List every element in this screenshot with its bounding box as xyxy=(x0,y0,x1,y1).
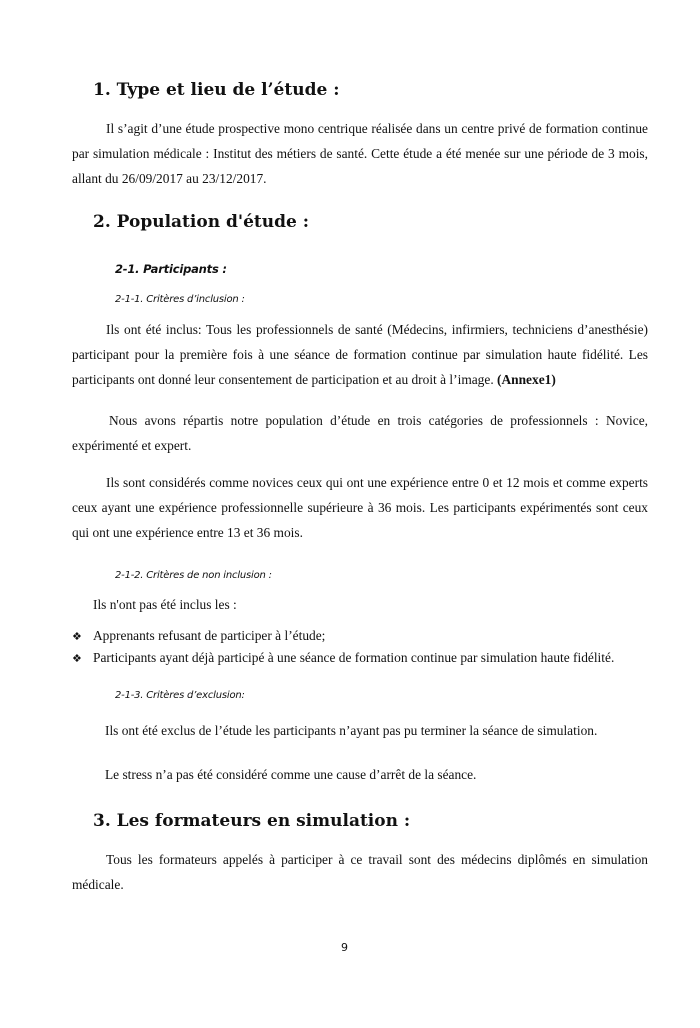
list-item-text: Participants ayant déjà participé à une séance de formation continue par simulation haute fidélité. xyxy=(93,650,615,665)
section-3-heading: 3. Les formateurs en simulation : xyxy=(93,811,411,831)
non-inclusion-list xyxy=(72,625,614,669)
subsection-2-1-heading: 2-1. Participants : xyxy=(115,262,227,276)
diamond-bullet-icon: ❖ xyxy=(72,629,82,643)
list-item-text: Apprenants refusant de participer à l’étude; xyxy=(93,628,326,643)
page-number: 9 xyxy=(341,941,348,954)
annex-reference: (Annexe1) xyxy=(497,372,556,387)
list-item xyxy=(72,625,614,647)
diamond-bullet-icon: ❖ xyxy=(72,651,82,665)
inclusion-paragraph xyxy=(72,317,648,392)
subsection-2-1-2-heading: 2-1-2. Critères de non inclusion : xyxy=(115,570,272,581)
non-inclusion-intro: Ils n'ont pas été inclus les : xyxy=(93,597,237,612)
exclusion-paragraph: Ils ont été exclus de l’étude les participants n’ayant pas pu terminer la séance de simulation. xyxy=(105,723,598,738)
section-2-heading: 2. Population d'étude : xyxy=(93,212,309,232)
categories-paragraph: Nous avons répartis notre population d’étude en trois catégories de professionnels : Novice, expérimenté et expert. xyxy=(72,413,648,453)
section-1-heading: 1. Type et lieu de l’étude : xyxy=(93,80,340,100)
inclusion-text: Ils ont été inclus: Tous les professionnels de santé (Médecins, infirmiers, techniciens d’anesthésie) participant pour la première fois à une séance de formation continue par simulation haute fidélité. Les participants ont donné leur consentement de participation et au droit à l’image. xyxy=(72,322,648,387)
subsection-2-1-3-heading: 2-1-3. Critères d’exclusion: xyxy=(115,690,245,701)
experience-paragraph: Ils sont considérés comme novices ceux qui ont une expérience entre 0 et 12 mois et comme experts ceux ayant une expérience professionnelle supérieure à 36 mois. Les participants expérimentés sont ceux qui ont une expérience entre 13 et 36 mois. xyxy=(72,475,648,540)
stress-paragraph: Le stress n’a pas été considéré comme une cause d’arrêt de la séance. xyxy=(105,767,477,782)
subsection-2-1-1-heading: 2-1-1. Critères d’inclusion : xyxy=(115,294,245,305)
section-3-paragraph: Tous les formateurs appelés à participer à ce travail sont des médecins diplômés en simulation médicale. xyxy=(72,852,648,892)
list-item xyxy=(72,647,614,669)
section-1-paragraph: Il s’agit d’une étude prospective mono centrique réalisée dans un centre privé de formation continue par simulation médicale : Institut des métiers de santé. Cette étude a été menée sur une période de 3 mois, allant du 26/09/2017 au 23/12/2017. xyxy=(72,121,648,186)
